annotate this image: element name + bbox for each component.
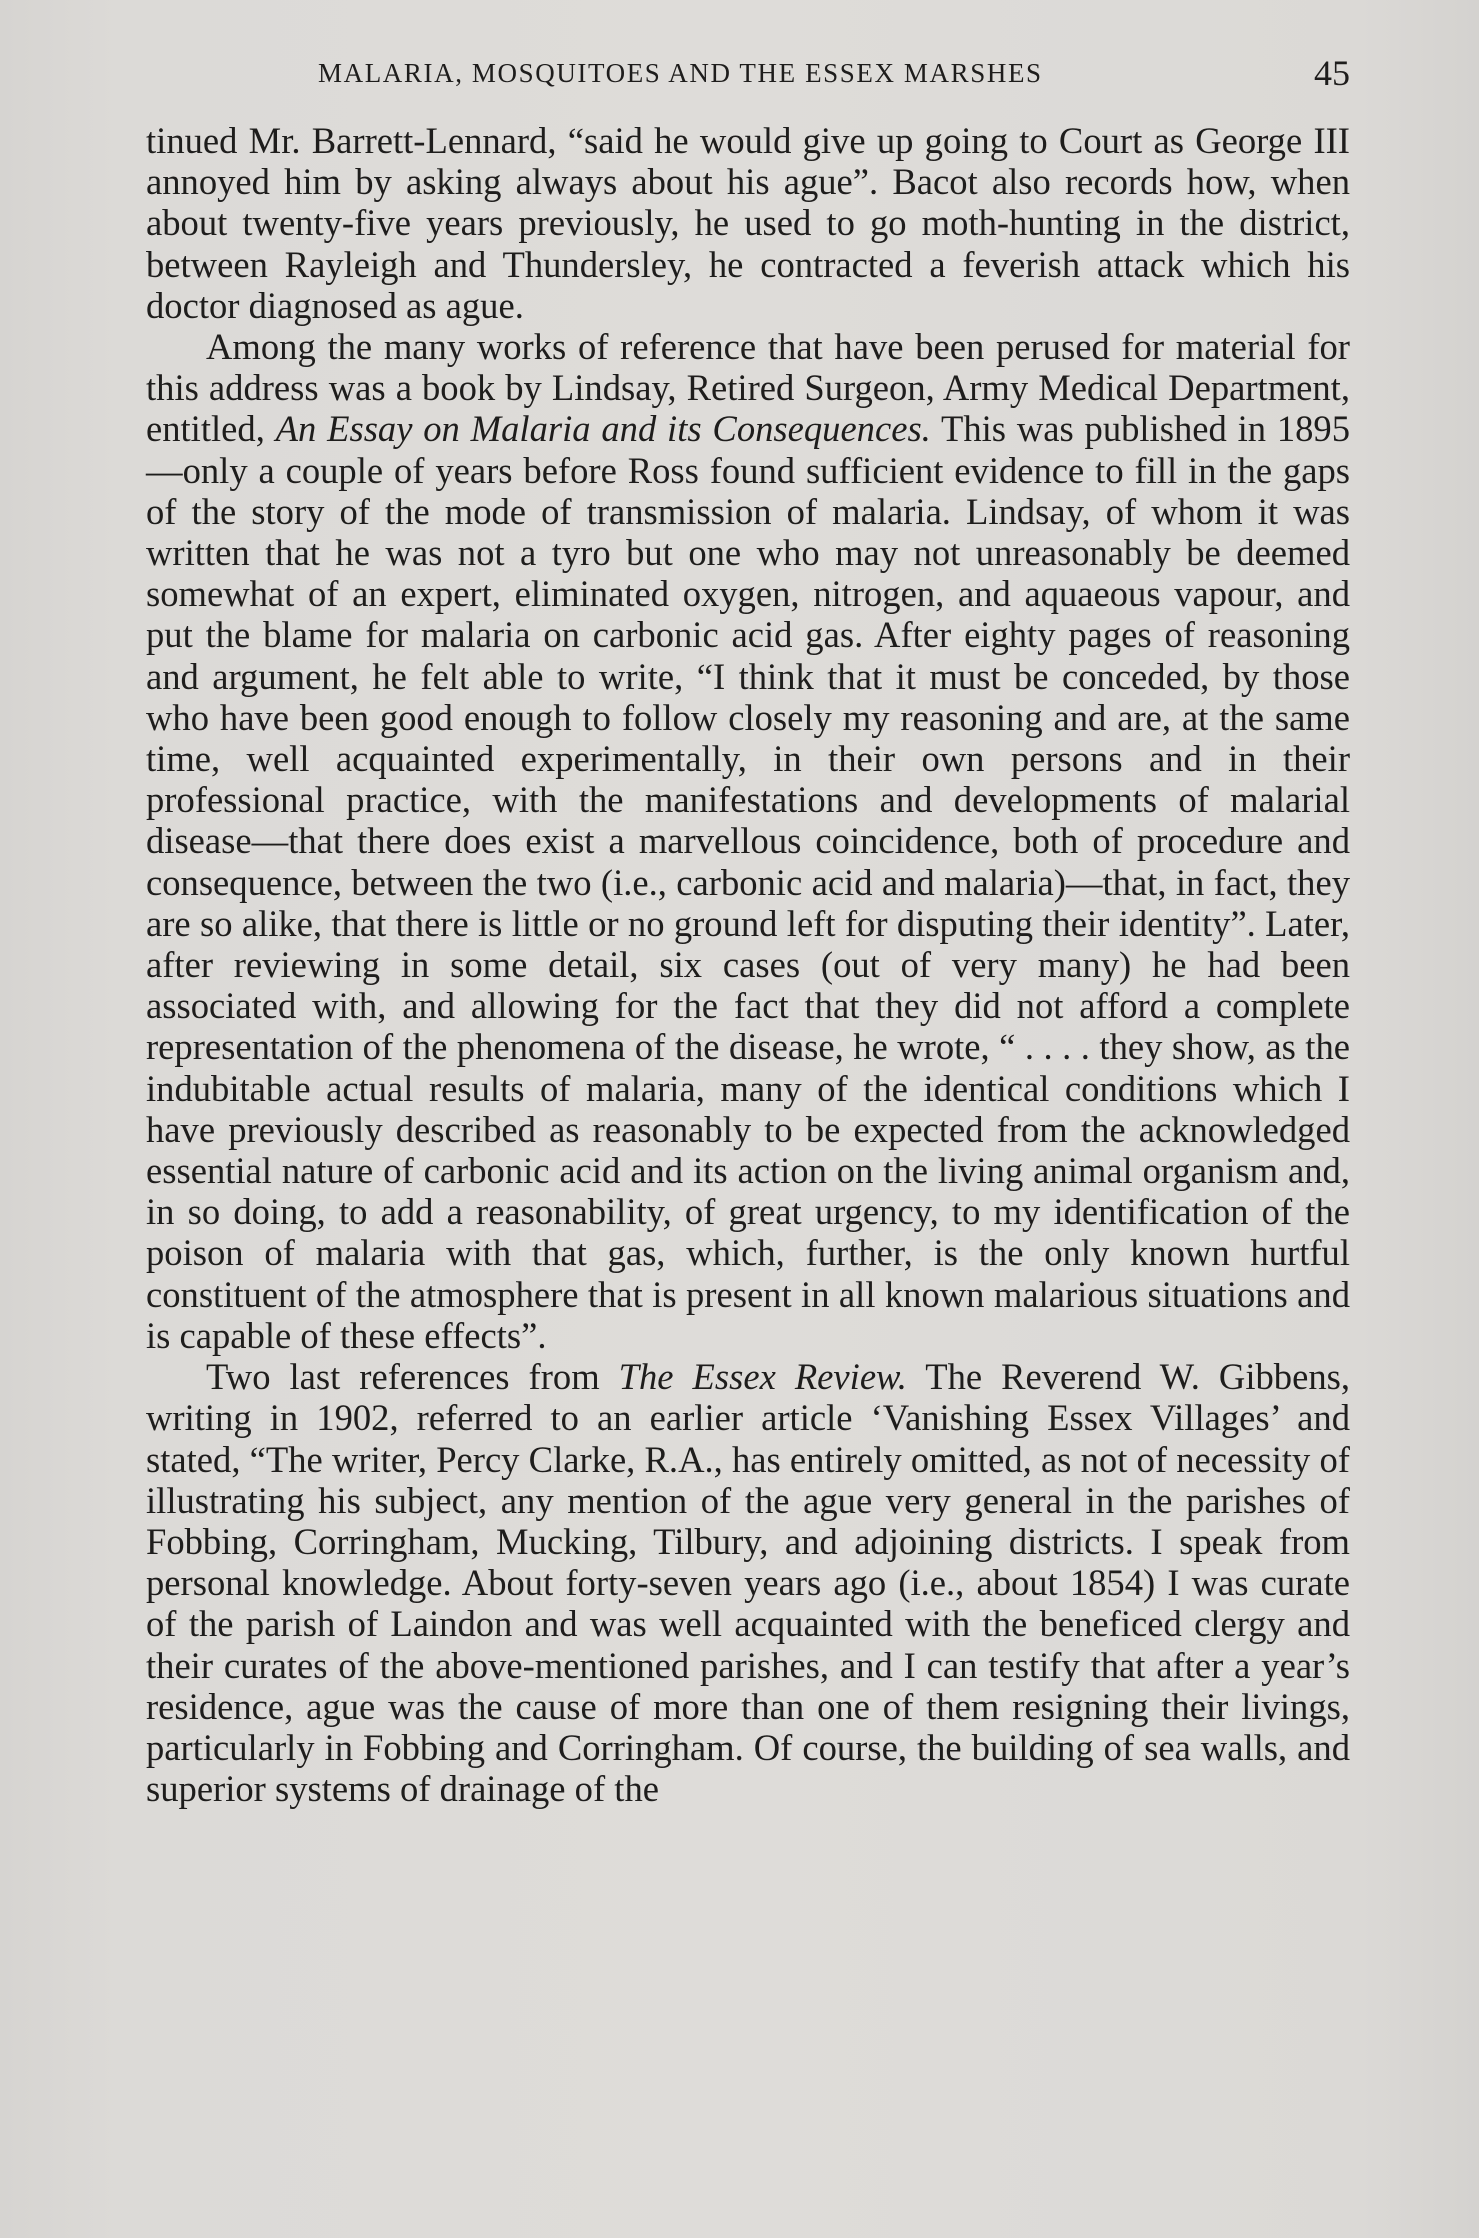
paragraph-text: tinued Mr. Barrett-Lennard, “said he would give up going to Court as George III annoyed him by asking always about his ague”. Bacot also records how, when about twenty-five years previously, he used to go moth-hunting in the district, between Rayleigh and Thundersley, he contracted a feverish attack which his doctor diagnosed as ague. [146, 120, 1350, 326]
paragraph-continued [146, 120, 1350, 326]
book-title: An Essay on Malaria and its Consequences. [275, 408, 931, 450]
running-title: MALARIA, MOSQUITOES AND THE ESSEX MARSHES [318, 58, 1043, 88]
paragraph-text: This was published in 1895—only a couple of years before Ross found sufficient evidence to fill in the gaps of the story of the mode of transmission of malaria. Lindsay, of whom it was written that he was not a tyro but one who may not unreasonably be deemed somewhat of an expert, eliminated oxygen, nitrogen, and aquaeous vapour, and put the blame for malaria on carbonic acid gas. After eighty pages of reasoning and argument, he felt able to write, “I think that it must be conceded, by those who have been good enough to follow closely my reasoning and are, at the same time, well acquainted experimentally, in their own persons and in their professional practice, with the manifestations and developments of malarial disease—that there does exist a marvellous coincidence, both of procedure and consequence, between the two (i.e., carbonic acid and malaria)—that, in fact, they are so alike, that there is little or no ground left for disputing their identity”. Later, after reviewing in some detail, six cases (out of very many) he had been associated with, and allowing for the fact that they did not afford a complete representation of the phenomena of the disease, he wrote, “ . . . . they show, as the indubitable actual results of malaria, many of the identical conditions which I have previously described as reasonably to be expected from the acknowledged essential nature of carbonic acid and its action on the living animal organism and, in so doing, to add a reasonability, of great urgency, to my identification of the poison of malaria with that gas, which, further, is the only known hurtful constituent of the atmosphere that is present in all known malarious situations and is capable of these effects”. [146, 408, 1350, 1356]
paragraph-text: Among the many works of reference that have been perused for material for this address was a book by Lindsay, Retired Surgeon, Army Medical Department, entitled, [146, 326, 1350, 450]
paragraph-lindsay [146, 326, 1350, 1356]
page-number: 45 [1314, 53, 1350, 93]
journal-title: The Essex Review. [618, 1356, 907, 1398]
page-header [318, 52, 1350, 100]
paragraph-text: The Reverend W. Gibbens, writing in 1902, referred to an earlier article ‘Vanishing Essex Villages’ and stated, “The writer, Percy Clarke, R.A., has entirely omitted, as not of necessity of illustrating his subject, any mention of the ague very general in the parishes of Fobbing, Corringham, Mucking, Tilbury, and adjoining districts. I speak from personal knowledge. About forty-seven years ago (i.e., about 1854) I was curate of the parish of Laindon and was well acquainted with the beneficed clergy and their curates of the above-mentioned parishes, and I can testify that after a year’s residence, ague was the cause of more than one of them resigning their livings, particularly in Fobbing and Corringham. Of course, the building of sea walls, and superior systems of drainage of the [146, 1356, 1350, 1810]
body-text [146, 120, 1350, 1809]
paragraph-essex-review [146, 1356, 1350, 1809]
paragraph-text: Two last references from [206, 1356, 619, 1398]
